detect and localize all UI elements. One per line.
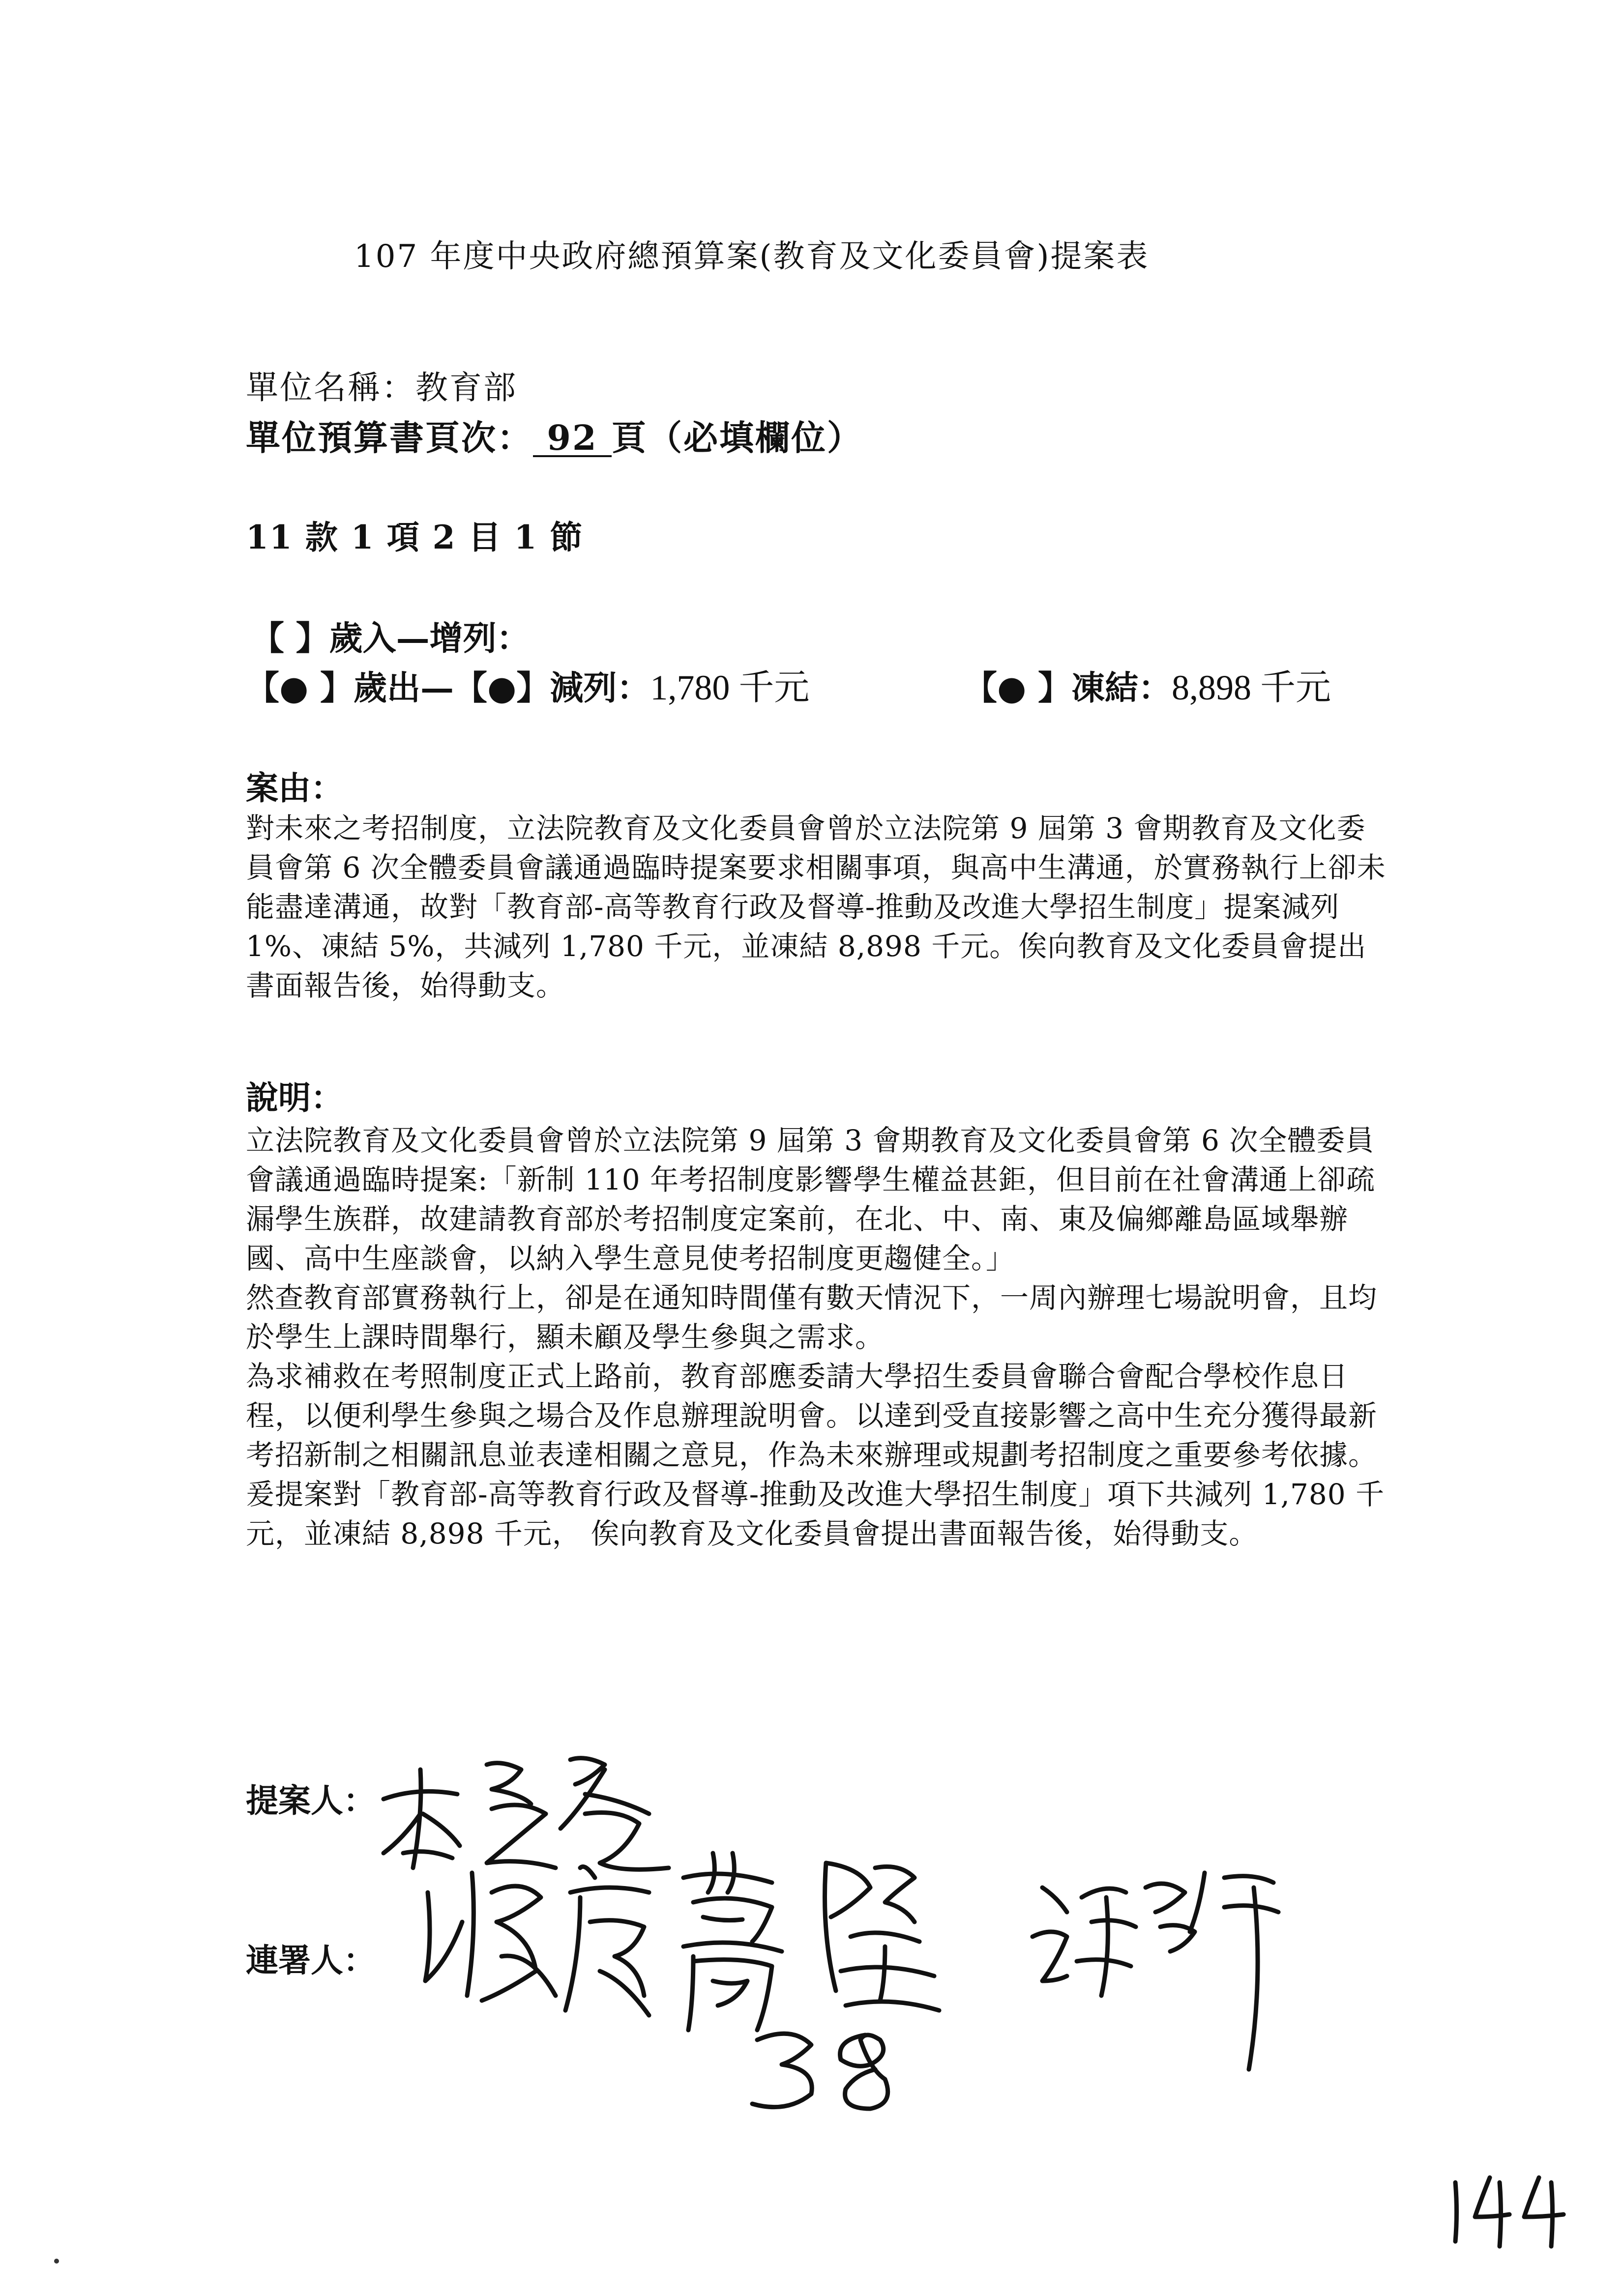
document-title: 107 年度中央政府總預算案(教育及文化委員會)提案表	[354, 238, 1150, 275]
reason-text: 對未來之考招制度，立法院教育及文化委員會曾於立法院第 9 屆第 3 會期教育及文化委員會第 6 次全體委員會議通過臨時提案要求相關事項，與高中生溝通，於實務執行上卻未能盡達溝通，故對「教育部-高等教育行政及督導-推動及改進大學招生制度」提案減列 1%、凍結 5%，共減列 1,780 千元，並凍結 8,898 千元。俟向教育及文化委員會提出書面報告後，始得動支。	[246, 812, 1386, 1002]
reduction-amount: 1,780 千元	[650, 668, 810, 707]
handwritten-page-number	[1446, 2163, 1583, 2251]
explanation-heading: 說明：	[246, 1078, 343, 1117]
reason-heading: 案由：	[246, 769, 343, 807]
proposer-label: 提案人：	[246, 1781, 376, 1820]
cosigner-label: 連署人：	[246, 1941, 376, 1979]
expenditure-reduction-line	[246, 659, 809, 710]
scan-speck	[54, 2259, 59, 2264]
freeze-amount: 8,898 千元	[1172, 668, 1331, 707]
freeze-line	[964, 659, 1331, 710]
budget-item-code: 11 款 1 項 2 目 1 節	[246, 518, 584, 556]
expenditure-label: 【● 】歲出—【●】減列：	[246, 668, 650, 708]
freeze-label: 【● 】凍結：	[964, 668, 1172, 708]
explanation-text: 立法院教育及文化委員會曾於立法院第 9 屆第 3 會期教育及文化委員會第 6 次全體委員會議通過臨時提案:「新制 110 年考招制度影響學生權益甚鉅，但目前在社會溝通上卻疏漏學生族群，故建請教育部於考招制度定案前，在北、中、南、東及偏鄉離島區域舉辦國、高中生座談會，以納入學生意見使考招制度更趨健全。」 然查教育部實務執行上，卻是在通知時間僅有數天情況下，一周內辦理七場說明會，且均於學生上課時間舉行，顯未顧及學生參與之需求。 為求補救在考照制度正式上路前，教育部應委請大學招生委員會聯合會配合學校作息日程，以便利學生參與之場合及作息辦理說明會。以達到受直接影響之高中生充分獲得最新考招新制之相關訊息並表達相關之意見，作為未來辦理或規劃考招制度之重要參考依據。 爰提案對「教育部-高等教育行政及督導-推動及改進大學招生制度」項下共減列 1,780 千元，並凍結 8,898 千元， 俟向教育及文化委員會提出書面報告後，始得動支。	[246, 1124, 1385, 1550]
unit-name: 單位名稱：教育部	[246, 369, 517, 407]
page-ref-suffix: 頁（必填欄位）	[612, 417, 863, 458]
budget-page-reference	[246, 410, 863, 460]
page-ref-label: 單位預算書頁次：	[246, 417, 533, 458]
handwritten-number-38	[738, 2020, 915, 2119]
revenue-increase-line: 【 】歲入—增列：	[251, 619, 530, 658]
page-ref-number: 92	[533, 421, 612, 457]
